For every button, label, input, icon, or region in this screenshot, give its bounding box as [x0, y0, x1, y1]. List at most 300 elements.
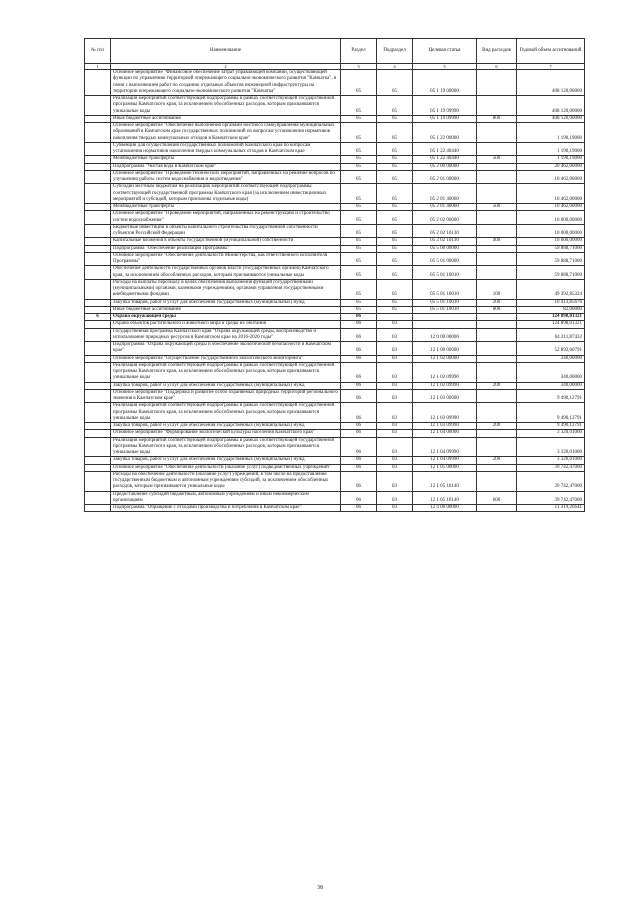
- row-target-article: 05 2 02 10130: [413, 224, 477, 238]
- colnum-6: 6: [477, 64, 517, 70]
- row-amount: 3 320,01000: [517, 430, 585, 437]
- row-razdel: 06: [341, 321, 377, 328]
- row-target-article: 05 5 01 10010: [413, 266, 477, 280]
- budget-table: [84, 38, 585, 512]
- row-podrazdel: 05: [377, 224, 413, 238]
- row-amount: 408 120,00000: [517, 115, 585, 122]
- table-row: [85, 163, 585, 170]
- table-row: [85, 115, 585, 122]
- row-razdel: 05: [341, 245, 377, 252]
- table-row: [85, 505, 585, 512]
- row-number: [85, 211, 111, 225]
- row-podrazdel: 03: [377, 430, 413, 437]
- row-target-article: 05 1 22 40440: [413, 142, 477, 156]
- row-expense-type: 800: [477, 115, 517, 122]
- row-name: Охрана объектов растительного и животного мира и среды их обитания: [111, 321, 341, 328]
- row-podrazdel: 03: [377, 355, 413, 362]
- row-number: [85, 156, 111, 163]
- row-podrazdel: 03: [377, 403, 413, 423]
- row-name: Реализация мероприятий соответствующей подпрограммы в рамках соответствующей государственной программы Камчатского края, за исключением обособленных расходов, которым присваиваются уникальные коды: [111, 362, 341, 382]
- table-row: [85, 184, 585, 204]
- row-number: [85, 491, 111, 505]
- row-name: Государственная программа Камчатского края "Охрана окружающей среды, воспроизводство и использование природных ресурсов в Камчатском крае на 2016-2020 годы": [111, 328, 341, 342]
- row-amount: 1 190,19000: [517, 156, 585, 163]
- row-name: Иные бюджетные ассигнования: [111, 115, 341, 122]
- table-row: [85, 156, 585, 163]
- row-amount: 10 462,00000: [517, 170, 585, 184]
- row-expense-type: 500: [477, 156, 517, 163]
- header-amount: Годовой объем ассигнований: [517, 39, 585, 64]
- row-razdel: 06: [341, 471, 377, 491]
- row-podrazdel: 05: [377, 156, 413, 163]
- row-expense-type: [477, 252, 517, 266]
- row-razdel: 06: [341, 430, 377, 437]
- budget-document: [84, 38, 584, 512]
- row-expense-type: [477, 314, 517, 321]
- table-row: [85, 464, 585, 471]
- row-razdel: 06: [341, 362, 377, 382]
- row-podrazdel: 03: [377, 464, 413, 471]
- row-number: [85, 123, 111, 143]
- row-podrazdel: 03: [377, 505, 413, 512]
- row-number: [85, 115, 111, 122]
- row-name: Субвенции для осуществления государственных полномочий Камчатского края по вопросам установления нормативов накопления твердых коммунальных отходов в Камчатском крае: [111, 142, 341, 156]
- table-row: [85, 471, 585, 491]
- row-expense-type: [477, 430, 517, 437]
- row-razdel: 05: [341, 204, 377, 211]
- row-podrazdel: 03: [377, 491, 413, 505]
- row-podrazdel: [377, 314, 413, 321]
- row-number: [85, 170, 111, 184]
- row-target-article: 12 1 00 00000: [413, 342, 477, 356]
- row-target-article: 12 4 00 00000: [413, 505, 477, 512]
- row-number: [85, 328, 111, 342]
- row-name: Реализация мероприятий соответствующей подпрограммы в рамках соответствующей государственной программы Камчатского края, за исключением обособленных расходов, которым присваиваются уникальные коды: [111, 96, 341, 116]
- table-row: [85, 70, 585, 96]
- row-target-article: 12 1 05 10140: [413, 491, 477, 505]
- row-amount: 10 000,00000: [517, 224, 585, 238]
- row-podrazdel: 05: [377, 70, 413, 96]
- row-razdel: 06: [341, 314, 377, 321]
- table-row: [85, 430, 585, 437]
- row-number: [85, 299, 111, 306]
- table-row: [85, 238, 585, 245]
- row-podrazdel: 03: [377, 382, 413, 389]
- row-expense-type: [477, 123, 517, 143]
- row-razdel: 05: [341, 306, 377, 313]
- row-amount: 1 190,19000: [517, 123, 585, 143]
- row-podrazdel: 05: [377, 123, 413, 143]
- row-number: [85, 306, 111, 313]
- table-row: [85, 279, 585, 299]
- row-name: Подпрограмма "Охрана окружающей среды и обеспечение экологической безопасности в Камчатском крае": [111, 342, 341, 356]
- row-expense-type: 100: [477, 279, 517, 299]
- row-amount: 20 462,00000: [517, 163, 585, 170]
- row-podrazdel: 05: [377, 299, 413, 306]
- row-amount: 9 490,12791: [517, 389, 585, 403]
- row-target-article: 05 5 00 00000: [413, 245, 477, 252]
- colnum-4: 4: [377, 64, 413, 70]
- row-razdel: 05: [341, 224, 377, 238]
- row-amount: 11 319,26641: [517, 505, 585, 512]
- row-podrazdel: 05: [377, 170, 413, 184]
- row-number: [85, 423, 111, 430]
- row-name: Расходы на обеспечение деятельности (оказание услуг) учреждений, в том числе на предоставление государственным бюджетным и автономным учреждениям субсидий, за исключением обособленных расходов, которым присваиваются уникальные коды: [111, 471, 341, 491]
- row-amount: 64 211,87432: [517, 328, 585, 342]
- row-name: Реализация мероприятий соответствующей подпрограммы в рамках соответствующей государственной программы Камчатского края, за исключением обособленных расходов, которым присваиваются уникальные коды: [111, 403, 341, 423]
- page-number: 38: [317, 885, 323, 891]
- row-amount: 82,00000: [517, 306, 585, 313]
- row-podrazdel: 03: [377, 471, 413, 491]
- row-razdel: 05: [341, 238, 377, 245]
- row-expense-type: [477, 437, 517, 457]
- row-number: [85, 238, 111, 245]
- table-row: [85, 123, 585, 143]
- row-name: Межбюджетные трансферты: [111, 204, 341, 211]
- row-razdel: 05: [341, 266, 377, 280]
- row-name: Подпрограмма "Чистая вода в Камчатском крае": [111, 163, 341, 170]
- row-name: Обеспечение деятельности государственных органов власти (государственных органов) Камчатского края, за исключением обособленных расходов, которым присваиваются уникальные коды: [111, 266, 341, 280]
- row-razdel: 06: [341, 437, 377, 457]
- row-number: 6: [85, 314, 111, 321]
- row-number: [85, 362, 111, 382]
- row-expense-type: 800: [477, 306, 517, 313]
- row-name: Закупка товаров, работ и услуг для обеспечения государственных (муниципальных) нужд: [111, 382, 341, 389]
- row-name: Закупка товаров, работ и услуг для обеспечения государственных (муниципальных) нужд: [111, 457, 341, 464]
- row-razdel: 06: [341, 355, 377, 362]
- row-expense-type: 200: [477, 457, 517, 464]
- row-expense-type: [477, 163, 517, 170]
- colnum-5: 5: [413, 64, 477, 70]
- table-row: [85, 306, 585, 313]
- row-razdel: 06: [341, 505, 377, 512]
- row-target-article: 05 5 01 10010: [413, 306, 477, 313]
- row-target-article: 05 5 01 10010: [413, 299, 477, 306]
- table-row: [85, 328, 585, 342]
- row-razdel: 05: [341, 70, 377, 96]
- row-podrazdel: 05: [377, 279, 413, 299]
- row-expense-type: 200: [477, 382, 517, 389]
- row-amount: 3 320,01000: [517, 437, 585, 457]
- row-target-article: 05 1 19 09990: [413, 115, 477, 122]
- table-row: [85, 142, 585, 156]
- row-podrazdel: 05: [377, 211, 413, 225]
- table-row: [85, 342, 585, 356]
- row-target-article: 05 1 22 00000: [413, 123, 477, 143]
- row-name: Основное мероприятие "Проведение технических мероприятий, направленных на решение вопросов по улучшению работы систем водоснабжения и водоотведения": [111, 170, 341, 184]
- row-razdel: 05: [341, 299, 377, 306]
- row-number: [85, 142, 111, 156]
- row-name: Подпрограмма "Обращение с отходами производства и потребления в Камчатском крае": [111, 505, 341, 512]
- row-name: Межбюджетные трансферты: [111, 156, 341, 163]
- row-expense-type: 200: [477, 423, 517, 430]
- table-row: [85, 389, 585, 403]
- row-target-article: 12 0 00 00000: [413, 328, 477, 342]
- row-razdel: 06: [341, 389, 377, 403]
- row-target-article: 05 5 01 00000: [413, 252, 477, 266]
- row-target-article: 12 1 04 09990: [413, 457, 477, 464]
- row-name: Подпрограмма "Обеспечение реализации Программы": [111, 245, 341, 252]
- row-name: Предоставление субсидий бюджетным, автономным учреждениям и иным некоммерческим организациям: [111, 491, 341, 505]
- row-razdel: 06: [341, 382, 377, 389]
- row-target-article: 05 1 19 09990: [413, 96, 477, 116]
- row-target-article: 12 1 03 09990: [413, 403, 477, 423]
- row-name: Субсидии местным бюджетам на реализацию мероприятий соответствующей подпрограммы соответствующей государственной программы Камчатского края (за исключением инвестиционных мероприятий и субсидий, которым присвоены отдельные коды): [111, 184, 341, 204]
- table-row: [85, 204, 585, 211]
- row-target-article: 05 1 22 40440: [413, 156, 477, 163]
- header-num: № п/п: [85, 39, 111, 64]
- row-target-article: 12 1 05 10140: [413, 471, 477, 491]
- row-amount: 39 742,47000: [517, 491, 585, 505]
- row-expense-type: [477, 170, 517, 184]
- row-number: [85, 437, 111, 457]
- row-razdel: 06: [341, 423, 377, 430]
- row-expense-type: 500: [477, 204, 517, 211]
- row-number: [85, 204, 111, 211]
- table-row: [85, 266, 585, 280]
- row-name: Основное мероприятие "Формирование экологической культуры населения Камчатского края": [111, 430, 341, 437]
- header-name: Наименование: [111, 39, 341, 64]
- table-row: [85, 96, 585, 116]
- row-podrazdel: 03: [377, 362, 413, 382]
- row-target-article: 12 1 02 09990: [413, 362, 477, 382]
- row-razdel: 05: [341, 123, 377, 143]
- row-expense-type: [477, 245, 517, 252]
- row-amount: 408 120,00000: [517, 70, 585, 96]
- row-number: [85, 505, 111, 512]
- row-podrazdel: 05: [377, 238, 413, 245]
- table-row: [85, 224, 585, 238]
- row-amount: 59 888,71000: [517, 252, 585, 266]
- row-podrazdel: 05: [377, 184, 413, 204]
- row-expense-type: [477, 211, 517, 225]
- row-number: [85, 70, 111, 96]
- row-amount: 49 392,85324: [517, 279, 585, 299]
- table-row: [85, 245, 585, 252]
- row-razdel: 05: [341, 170, 377, 184]
- table-row: [85, 362, 585, 382]
- row-amount: 3 320,01000: [517, 457, 585, 464]
- row-expense-type: [477, 321, 517, 328]
- row-amount: 9 490,12791: [517, 403, 585, 423]
- row-razdel: 06: [341, 457, 377, 464]
- row-podrazdel: 03: [377, 457, 413, 464]
- row-razdel: 06: [341, 328, 377, 342]
- row-amount: 408 120,00000: [517, 96, 585, 116]
- row-target-article: 12 1 04 09990: [413, 437, 477, 457]
- row-amount: 340,00000: [517, 382, 585, 389]
- row-podrazdel: 05: [377, 306, 413, 313]
- row-razdel: 05: [341, 184, 377, 204]
- row-number: [85, 321, 111, 328]
- row-expense-type: [477, 471, 517, 491]
- colnum-2: 2: [111, 64, 341, 70]
- table-row: [85, 457, 585, 464]
- row-target-article: 12 1 02 09990: [413, 382, 477, 389]
- row-expense-type: [477, 355, 517, 362]
- row-target-article: 05 2 01 00000: [413, 170, 477, 184]
- row-target-article: 05 2 02 10130: [413, 238, 477, 245]
- row-podrazdel: 05: [377, 245, 413, 252]
- row-expense-type: [477, 266, 517, 280]
- row-number: [85, 464, 111, 471]
- row-razdel: 05: [341, 279, 377, 299]
- row-name: Основное мероприятие "Проведение мероприятий, направленных на реконструкцию и строительство систем водоснабжения": [111, 211, 341, 225]
- header-target-article: Целевая статья: [413, 39, 477, 64]
- row-expense-type: [477, 389, 517, 403]
- row-number: [85, 224, 111, 238]
- row-target-article: 12 1 02 00000: [413, 355, 477, 362]
- row-name: Основное мероприятие "Осуществление государственного экологического мониторинга": [111, 355, 341, 362]
- row-expense-type: [477, 328, 517, 342]
- row-target-article: 12 1 03 09990: [413, 423, 477, 430]
- row-target-article: 05 2 00 00000: [413, 163, 477, 170]
- row-podrazdel: 05: [377, 115, 413, 122]
- header-razdel: Раздел: [341, 39, 377, 64]
- row-number: [85, 184, 111, 204]
- row-razdel: 06: [341, 342, 377, 356]
- row-amount: 124 898,01321: [517, 314, 585, 321]
- table-body: [85, 70, 585, 512]
- row-name: Иные бюджетные ассигнования: [111, 306, 341, 313]
- table-row: [85, 355, 585, 362]
- row-number: [85, 382, 111, 389]
- row-razdel: 06: [341, 464, 377, 471]
- row-number: [85, 355, 111, 362]
- table-header-row: [85, 39, 585, 64]
- row-amount: 39 742,47000: [517, 471, 585, 491]
- row-razdel: 05: [341, 252, 377, 266]
- row-number: [85, 252, 111, 266]
- row-expense-type: [477, 96, 517, 116]
- row-name: Основное мероприятие "Обеспечение деятельности Министерства, как ответственного исполнителя Программы": [111, 252, 341, 266]
- row-expense-type: [477, 184, 517, 204]
- row-amount: 10 462,00000: [517, 184, 585, 204]
- row-target-article: 05 2 01 40060: [413, 184, 477, 204]
- row-target-article: 12 1 04 00000: [413, 430, 477, 437]
- table-row: [85, 299, 585, 306]
- row-number: [85, 96, 111, 116]
- row-amount: 59 888,71000: [517, 245, 585, 252]
- row-number: [85, 245, 111, 252]
- row-amount: 340,00000: [517, 355, 585, 362]
- row-expense-type: [477, 142, 517, 156]
- row-number: [85, 389, 111, 403]
- row-amount: 9 490,12791: [517, 423, 585, 430]
- row-name: Расходы на выплаты персоналу в целях обеспечения выполнения функций государственными (муниципальными) органами, казенными учреждениями, органами управления государственными внебюджетными фондами: [111, 279, 341, 299]
- row-number: [85, 403, 111, 423]
- row-target-article: [413, 314, 477, 321]
- row-expense-type: [477, 342, 517, 356]
- row-number: [85, 471, 111, 491]
- row-target-article: 05 2 02 00000: [413, 211, 477, 225]
- header-expense-type: Вид расходов: [477, 39, 517, 64]
- row-target-article: 12 1 03 00000: [413, 389, 477, 403]
- row-razdel: 05: [341, 211, 377, 225]
- row-target-article: 05 5 01 10010: [413, 279, 477, 299]
- row-razdel: 05: [341, 115, 377, 122]
- row-podrazdel: 03: [377, 321, 413, 328]
- header-podrazdel: Подраздел: [377, 39, 413, 64]
- row-number: [85, 457, 111, 464]
- row-target-article: 12 1 05 00000: [413, 464, 477, 471]
- row-name: Реализация мероприятий соответствующей подпрограммы в рамках соответствующей государственной программы Камчатского края, за исключением обособленных расходов, которым присваиваются уникальные коды: [111, 437, 341, 457]
- row-razdel: 05: [341, 142, 377, 156]
- row-target-article: [413, 321, 477, 328]
- row-name: Закупка товаров, работ и услуг для обеспечения государственных (муниципальных) нужд: [111, 299, 341, 306]
- row-expense-type: [477, 464, 517, 471]
- row-razdel: 05: [341, 96, 377, 116]
- row-amount: 10 000,00000: [517, 238, 585, 245]
- row-amount: 10 462,00000: [517, 204, 585, 211]
- row-podrazdel: 05: [377, 266, 413, 280]
- row-name: Основное мероприятие "Обеспечение деятельности (оказание услуг) подведомственных учреждений": [111, 464, 341, 471]
- row-podrazdel: 03: [377, 342, 413, 356]
- row-expense-type: [477, 362, 517, 382]
- row-number: [85, 266, 111, 280]
- colnum-7: 7: [517, 64, 585, 70]
- colnum-3: 3: [341, 64, 377, 70]
- row-name: Основное мероприятие "Обеспечение выполнения органами местного самоуправления муниципальных образований в Камчатском крае государственных полномочий по вопросам установления нормативов накопления твердых коммунальных отходов в Камчатском крае": [111, 123, 341, 143]
- row-razdel: 05: [341, 163, 377, 170]
- table-row: [85, 423, 585, 430]
- row-expense-type: [477, 505, 517, 512]
- row-podrazdel: 05: [377, 142, 413, 156]
- row-amount: 39 742,47000: [517, 464, 585, 471]
- row-podrazdel: 03: [377, 423, 413, 430]
- row-podrazdel: 05: [377, 96, 413, 116]
- row-expense-type: 400: [477, 238, 517, 245]
- row-expense-type: [477, 403, 517, 423]
- row-razdel: 06: [341, 491, 377, 505]
- row-expense-type: [477, 224, 517, 238]
- row-name: Капитальные вложения в объекты государственной (муниципальной) собственности: [111, 238, 341, 245]
- row-amount: 10 413,85676: [517, 299, 585, 306]
- row-target-article: 05 1 19 00000: [413, 70, 477, 96]
- row-name: Охрана окружающей среды: [111, 314, 341, 321]
- row-number: [85, 279, 111, 299]
- row-amount: 10 000,00000: [517, 211, 585, 225]
- row-number: [85, 163, 111, 170]
- row-razdel: 05: [341, 156, 377, 163]
- row-podrazdel: 03: [377, 389, 413, 403]
- table-row: [85, 403, 585, 423]
- row-target-article: 05 2 01 40060: [413, 204, 477, 211]
- row-podrazdel: 05: [377, 252, 413, 266]
- row-amount: 1 190,19000: [517, 142, 585, 156]
- row-number: [85, 430, 111, 437]
- table-row: [85, 211, 585, 225]
- table-row: [85, 170, 585, 184]
- row-podrazdel: 03: [377, 437, 413, 457]
- row-amount: 52 892,60791: [517, 342, 585, 356]
- colnum-1: 1: [85, 64, 111, 70]
- row-expense-type: 600: [477, 491, 517, 505]
- row-expense-type: 200: [477, 299, 517, 306]
- row-podrazdel: 05: [377, 163, 413, 170]
- table-row: [85, 314, 585, 321]
- row-name: Закупка товаров, работ и услуг для обеспечения государственных (муниципальных) нужд: [111, 423, 341, 430]
- row-podrazdel: 03: [377, 328, 413, 342]
- row-amount: 59 888,71000: [517, 266, 585, 280]
- row-name: Основное мероприятие "Финансовое обеспечение затрат управляющей компании, осуществляющей функции по управлению территорией опережающего социально-экономического развития "Камчатка", в связи с выполнением работ по созданию отдельных объектов инженерной инфраструктуры на территории опережающего социально-экономического развития "Камчатка": [111, 70, 341, 96]
- table-row: [85, 321, 585, 328]
- table-row: [85, 491, 585, 505]
- table-row: [85, 437, 585, 457]
- row-name: Бюджетные инвестиции в объекты капитального строительства государственной собственности субъектов Российской Федерации: [111, 224, 341, 238]
- table-row: [85, 382, 585, 389]
- row-amount: 124 898,01321: [517, 321, 585, 328]
